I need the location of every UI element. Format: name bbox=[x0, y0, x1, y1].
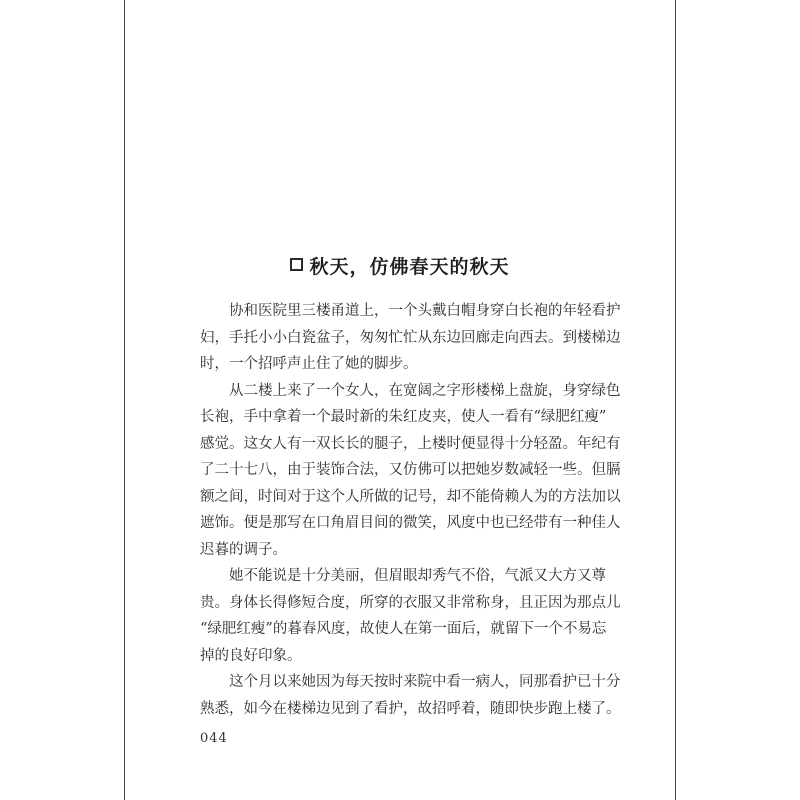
text-line: 这个月以来她因为每天按时来院中看一病人，同那看护已十分 bbox=[229, 674, 621, 690]
text-line: 她不能说是十分美丽，但眉眼却秀气不俗，气派又大方又尊 bbox=[229, 568, 606, 584]
text-line: 协和医院里三楼甬道上，一个头戴白帽身穿白长袍的年轻看护 bbox=[229, 303, 621, 319]
page-gutter-rule-left bbox=[124, 0, 125, 800]
text-line: “绿肥红瘦”的暮春风度，故使人在第一面后，就留下一个不易忘 bbox=[200, 621, 607, 637]
page-edge-rule-right bbox=[675, 0, 676, 800]
text-line: 从二楼上来了一个女人，在宽阔之字形楼梯上盘旋，身穿绿色 bbox=[229, 382, 621, 399]
chapter-title-text: 秋天，仿佛春天的秋天 bbox=[309, 256, 510, 278]
text-line: 了二十七八，由于装饰合法，又仿佛可以把她岁数减轻一些。但膈 bbox=[200, 462, 621, 478]
text-line: 迟暮的调子。 bbox=[200, 541, 287, 558]
paragraph-2 bbox=[200, 378, 621, 564]
text-line: 掉的良好印象。 bbox=[200, 647, 302, 664]
text-line: 感觉。这女人有一双长长的腿子，上楼时便显得十分轻盈。年纪有 bbox=[200, 435, 621, 452]
chapter-title bbox=[200, 252, 600, 279]
text-line: 长袍，手中拿着一个最时新的朱红皮夹，使人一看有“绿肥红瘦” bbox=[200, 409, 607, 425]
square-bullet-icon bbox=[290, 258, 303, 271]
paragraph-1 bbox=[200, 298, 621, 378]
book-page bbox=[200, 0, 621, 800]
text-line: 遮饰。便是那写在口角眉目间的微笑，风度中也已经带有一种佳人 bbox=[200, 515, 621, 531]
text-line: 时，一个招呼声止住了她的脚步。 bbox=[200, 356, 418, 372]
text-line: 额之间，时间对于这个人所做的记号，却不能倚赖人为的方法加以 bbox=[200, 488, 621, 505]
paragraph-3 bbox=[200, 563, 621, 669]
paragraph-4 bbox=[200, 669, 621, 722]
page-number: 044 bbox=[200, 731, 228, 746]
text-line: 贵。身体长得修短合度，所穿的衣服又非常称身，且正因为那点儿 bbox=[200, 594, 621, 611]
text-line: 熟悉，如今在楼梯边见到了看护，故招呼着，随即快步跑上楼了。 bbox=[200, 700, 621, 717]
text-line: 妇，手托小小白瓷盆子，匆匆忙忙从东边回廊走向西去。到楼梯边 bbox=[200, 329, 621, 346]
chapter-body bbox=[200, 298, 621, 722]
